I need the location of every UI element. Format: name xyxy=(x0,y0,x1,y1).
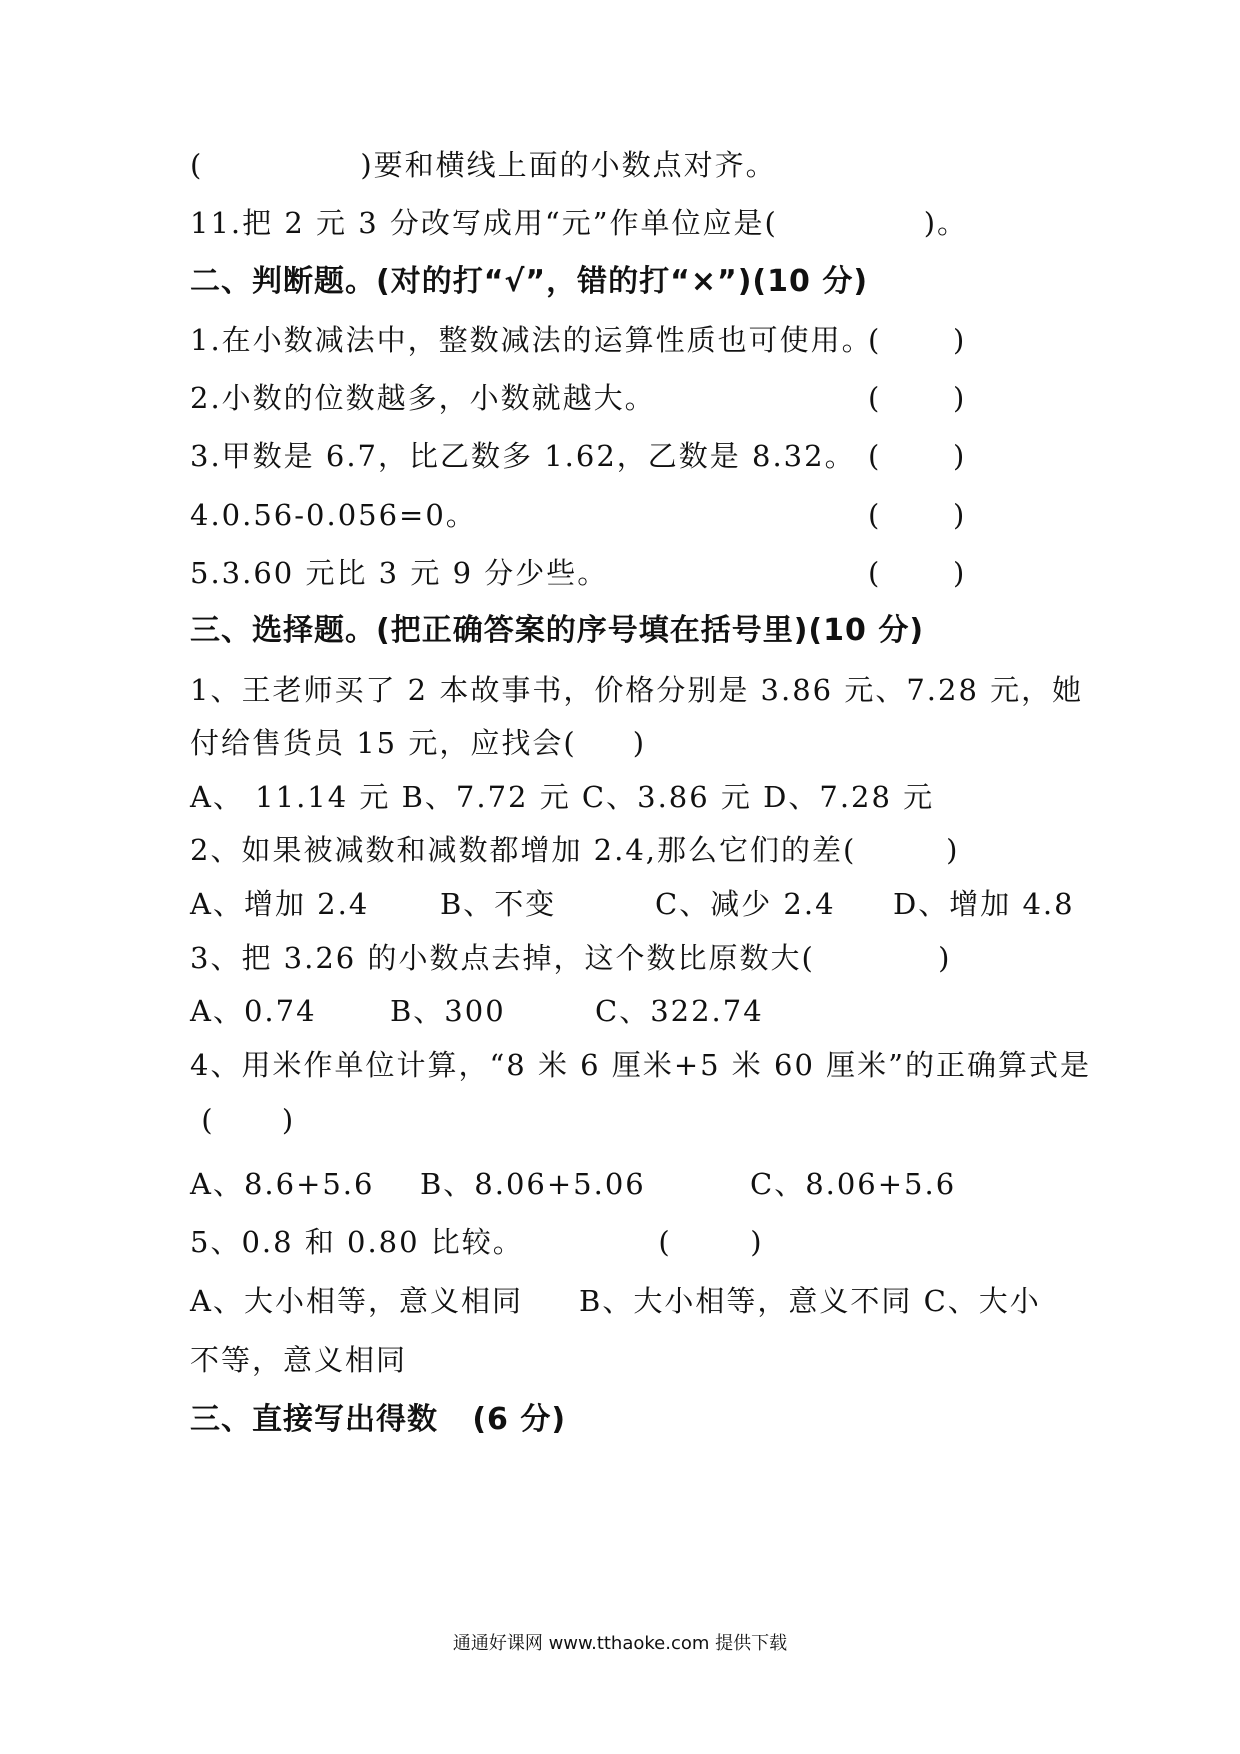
choice-2-option-b: B、不变 xyxy=(440,887,557,921)
footer-source: 通通好课网 www.tthaoke.com 提供下载 xyxy=(452,1633,788,1654)
choice-2: 2、如果被减数和减数都增加 2.4,那么它们的差( ) xyxy=(190,833,960,867)
tf-question-1: 1.在小数减法中，整数减法的运算性质也可使用。 xyxy=(190,323,873,357)
choice-1-line-1: 1、王老师买了 2 本故事书，价格分别是 3.86 元、7.28 元，她 xyxy=(190,673,1084,707)
line-decimal-align: ( )要和横线上面的小数点对齐。 xyxy=(190,148,777,182)
choice-5-options: A、大小相等，意义相同 B、大小相等，意义不同 C、大小 xyxy=(190,1284,1041,1318)
choice-1-line-2: 付给售货员 15 元，应找会( ) xyxy=(190,726,647,760)
choice-3-option-b: B、300 xyxy=(390,994,506,1028)
tf-answer-paren-2[interactable]: ( ) xyxy=(868,381,965,415)
tf-question-5: 5.3.60 元比 3 元 9 分少些。 xyxy=(190,556,609,590)
choice-4-option-c: C、8.06+5.6 xyxy=(750,1167,957,1201)
tf-answer-paren-3[interactable]: ( ) xyxy=(868,439,965,473)
tf-question-2: 2.小数的位数越多，小数就越大。 xyxy=(190,381,656,415)
choice-4-line-2: ( ) xyxy=(190,1103,296,1137)
choice-3-option-c: C、322.74 xyxy=(595,994,764,1028)
section-heading-true-false: 二、判断题。(对的打“√”，错的打“×”)(10 分) xyxy=(190,264,869,299)
choice-2-option-a: A、增加 2.4 xyxy=(190,887,370,921)
section-heading-direct-answer: 三、直接写出得数 (6 分) xyxy=(190,1402,567,1437)
choice-4-line-1: 4、用米作单位计算，“8 米 6 厘米+5 米 60 厘米”的正确算式是 xyxy=(190,1048,1091,1082)
choice-2-option-d: D、增加 4.8 xyxy=(893,887,1075,921)
question-11: 11.把 2 元 3 分改写成用“元”作单位应是( )。 xyxy=(190,206,969,240)
tf-answer-paren-5[interactable]: ( ) xyxy=(868,556,965,590)
choice-3-option-a: A、0.74 xyxy=(190,994,317,1028)
choice-1-options: A、 11.14 元 B、7.72 元 C、3.86 元 D、7.28 元 xyxy=(190,780,935,814)
section-heading-choice: 三、选择题。(把正确答案的序号填在括号里)(10 分) xyxy=(190,613,925,648)
choice-5-options-cont: 不等，意义相同 xyxy=(190,1343,408,1377)
tf-question-4: 4.0.56-0.056=0。 xyxy=(190,498,477,532)
choice-5: 5、0.8 和 0.80 比较。 ( ) xyxy=(190,1225,764,1259)
tf-answer-paren-4[interactable]: ( ) xyxy=(868,498,965,532)
tf-question-3: 3.甲数是 6.7，比乙数多 1.62，乙数是 8.32。 xyxy=(190,439,856,473)
choice-4-option-a: A、8.6+5.6 xyxy=(190,1167,375,1201)
choice-3: 3、把 3.26 的小数点去掉，这个数比原数大( ) xyxy=(190,941,952,975)
choice-2-option-c: C、减少 2.4 xyxy=(655,887,836,921)
tf-answer-paren-1[interactable]: ( ) xyxy=(868,323,965,357)
choice-4-option-b: B、8.06+5.06 xyxy=(420,1167,646,1201)
